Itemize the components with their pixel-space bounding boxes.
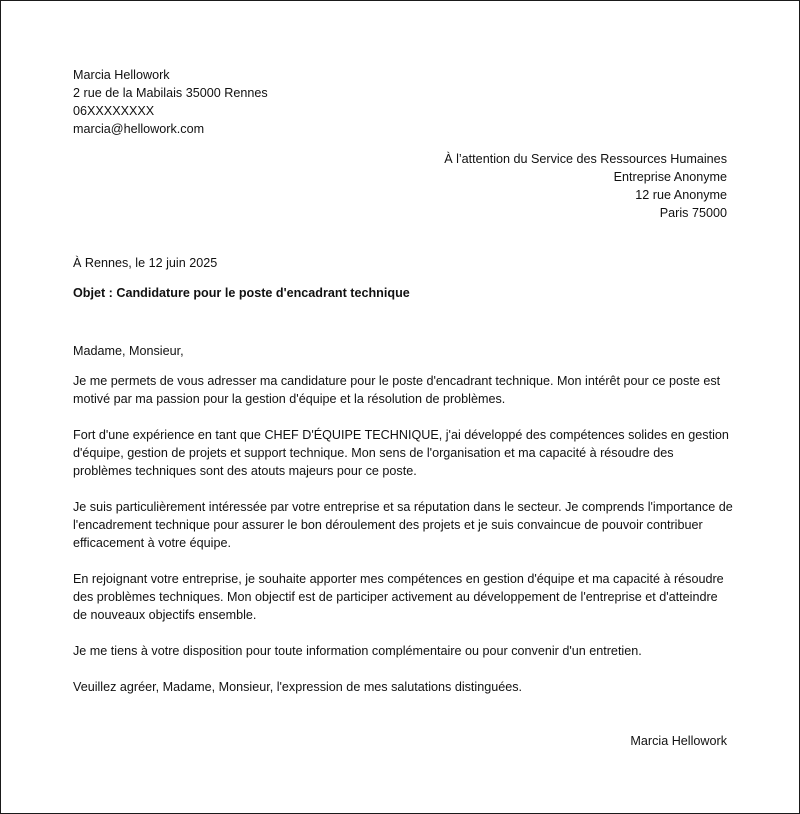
subject-line: Objet : Candidature pour le poste d'encadrant technique: [73, 286, 410, 300]
body-paragraph: En rejoignant votre entreprise, je souhaite apporter mes compétences en gestion d'équipe et ma capacité à résoudre des problèmes techniques. Mon objectif est de participer activement au développement de l'entreprise et d'atteindre de nouveaux objectifs ensemble.: [73, 572, 724, 622]
signature: Marcia Hellowork: [630, 734, 727, 748]
sender-address: 2 rue de la Mabilais 35000 Rennes: [73, 86, 268, 100]
sender-name: Marcia Hellowork: [73, 68, 170, 82]
sender-phone: 06XXXXXXXX: [73, 104, 155, 118]
recipient-attention: À l’attention du Service des Ressources Humaines: [444, 152, 727, 166]
letter-body: [73, 372, 733, 714]
salutation: Madame, Monsieur,: [73, 344, 184, 358]
recipient-city: Paris 75000: [659, 206, 727, 220]
sender-block: [73, 66, 268, 138]
body-paragraph: Je me permets de vous adresser ma candidature pour le poste d'encadrant technique. Mon intérêt pour ce poste est motivé par ma passion pour la gestion d'équipe et la résolution de problèmes.: [73, 374, 721, 406]
closing-paragraph: Veuillez agréer, Madame, Monsieur, l'expression de mes salutations distinguées.: [73, 680, 523, 694]
date-line: À Rennes, le 12 juin 2025: [73, 256, 218, 270]
body-paragraph: Je me tiens à votre disposition pour toute information complémentaire ou pour convenir d'un entretien.: [73, 644, 642, 658]
recipient-street: 12 rue Anonyme: [635, 188, 727, 202]
sender-email: marcia@hellowork.com: [73, 122, 205, 136]
recipient-block: [444, 150, 727, 222]
recipient-company: Entreprise Anonyme: [613, 170, 727, 184]
body-paragraph: Fort d'une expérience en tant que CHEF D'ÉQUIPE TECHNIQUE, j'ai développé des compétences solides en gestion d'équipe, gestion de projets et support technique. Mon sens de l'organisation et ma capacité à résoudre des problèmes techniques sont des atouts majeurs pour ce poste.: [73, 428, 729, 478]
body-paragraph: Je suis particulièrement intéressée par votre entreprise et sa réputation dans le secteur. Je comprends l'importance de l'encadrement technique pour assurer le bon déroulement des projets et je suis convaincue de pouvoir contribuer efficacement à votre équipe.: [73, 500, 733, 550]
